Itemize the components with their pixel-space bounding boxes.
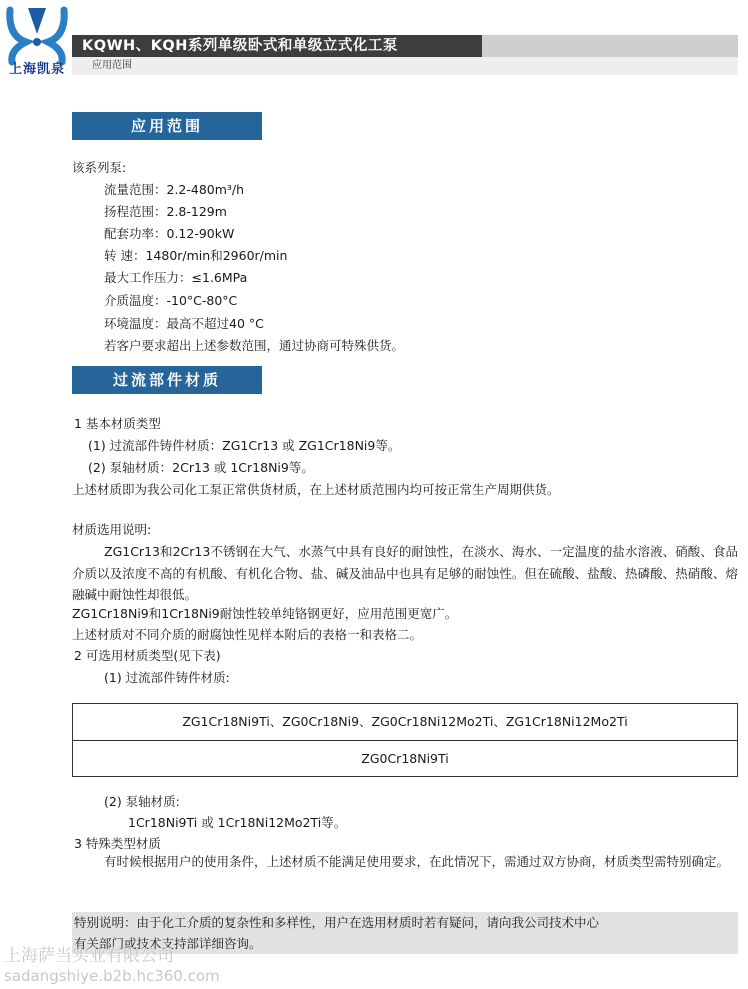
spec-power: 配套功率：0.12-90kW [104,226,235,241]
material-table [72,703,738,777]
spec-ambient-temp: 环境温度：最高不超过40 °C [104,316,264,331]
header-title-extension [482,35,738,57]
material-stainless-note: ZG1Cr18Ni9和1Cr18Ni9耐蚀性较单纯铬钢更好，应用范围更宽广。 [72,606,458,621]
page-subtitle: 应用范围 [92,60,132,71]
spec-custom-note: 若客户要求超出上述参数范围，通过协商可特殊供货。 [104,338,405,353]
special-note-line-2: 有关部门或技术支持部详细咨询。 [74,936,262,951]
watermark-company: 上海萨当实业有限公司 [4,946,174,966]
header-subtitle-bar [72,57,738,75]
brand-name: 上海凯泉 [8,62,65,77]
material-selection-paragraph: ZG1Cr13和2Cr13不锈钢在大气、水蒸气中具有良好的耐蚀性，在淡水、海水、一定温度的盐水溶液、硝酸、食品介质以及浓度不高的有机酸、有机化合物、盐、碱及油品中也具有足够的耐蚀性。但在硫酸、盐酸、热磷酸、热硝酸、熔融碱中耐蚀性却很低。 [72,544,738,602]
table-row: ZG1Cr18Ni9Ti、ZG0Cr18Ni9、ZG0Cr18Ni12Mo2Ti、ZG1Cr18Ni12Mo2Ti [182,714,628,729]
material-shaft: (2) 泵轴材质：2Cr13 或 1Cr18Ni9等。 [88,460,314,475]
spec-pressure: 最大工作压力：≤1.6MPa [104,270,248,285]
material-optional-casting: (1) 过流部件铸件材质: [104,670,230,685]
section-heading-materials: 过流部件材质 [72,366,262,394]
spec-flow: 流量范围：2.2-480m³/h [104,182,245,197]
watermark-url: sadangshiye.b2b.hc360.com [4,967,220,985]
material-special-heading: 3 特殊类型材质 [74,836,161,851]
section-heading-application: 应用范围 [72,112,262,140]
material-selection-heading: 材质选用说明: [72,522,152,537]
intro-text: 该系列泵: [72,160,127,175]
table-row: ZG0Cr18Ni9Ti [73,740,737,777]
material-basic-heading: 1 基本材质类型 [74,416,161,431]
special-note-line-1: 特别说明：由于化工介质的复杂性和多样性，用户在选用材质时若有疑问，请向我公司技术中心 [74,915,600,930]
page-title: KQWH、KQH系列单级卧式和单级立式化工泵 [82,38,398,54]
material-optional-heading: 2 可选用材质类型(见下表) [74,648,221,663]
material-table-reference: 上述材质对不同介质的耐腐蚀性见样本附后的表格一和表格二。 [72,627,423,642]
material-casting: (1) 过流部件铸件材质：ZG1Cr13 或 ZG1Cr18Ni9等。 [88,438,401,453]
material-supply-note: 上述材质即为我公司化工泵正常供货材质，在上述材质范围内均可按正常生产周期供货。 [72,482,560,497]
spec-head: 扬程范围：2.8-129m [104,204,227,219]
material-special-paragraph: 有时候根据用户的使用条件，上述材质不能满足使用要求，在此情况下，需通过双方协商，材质类型需特别确定。 [104,854,730,869]
header-title-bar [72,35,482,57]
spec-speed: 转 速：1480r/min和2960r/min [104,248,288,263]
spec-medium-temp: 介质温度：-10°C-80°C [104,293,238,308]
material-optional-shaft-values: 1Cr18Ni9Ti 或 1Cr18Ni12Mo2Ti等。 [128,815,347,830]
material-optional-shaft: (2) 泵轴材质: [104,794,180,809]
